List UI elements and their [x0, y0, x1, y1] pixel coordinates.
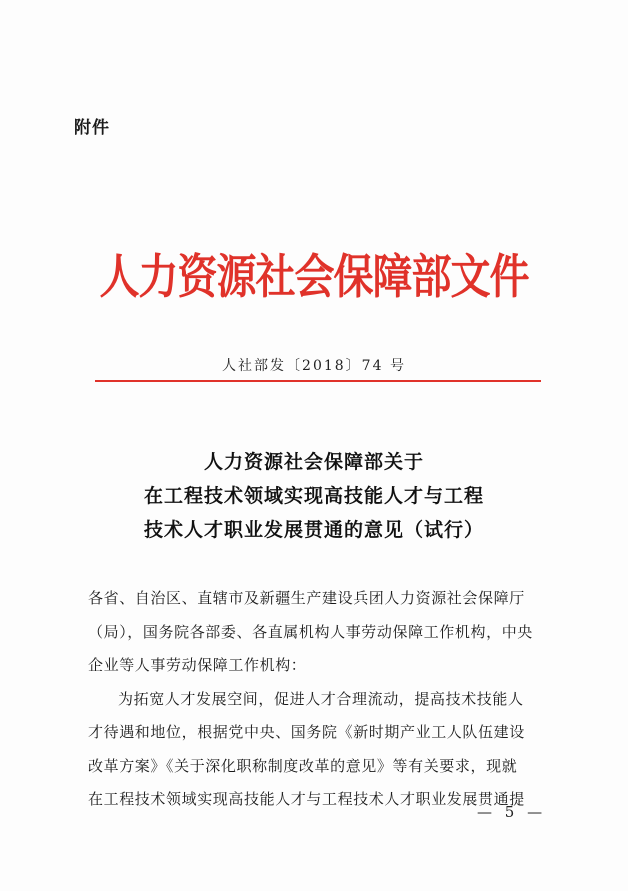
body-line: 各省、自治区、直辖市及新疆生产建设兵团人力资源社会保障厅	[88, 589, 525, 607]
page-number: — 5 —	[477, 803, 547, 821]
document-number: 人社部发〔2018〕74 号	[222, 358, 406, 374]
title-line: 技术人才职业发展贯通的意见（试行）	[143, 519, 484, 541]
body-line: 才待遇和地位，根据党中央、国务院《新时期产业工人队伍建设	[88, 723, 525, 741]
title-line: 人力资源社会保障部关于	[203, 451, 424, 473]
document-title	[0, 445, 628, 547]
title-line: 在工程技术领域实现高技能人才与工程	[143, 485, 484, 507]
attachment-label: 附件	[74, 118, 110, 138]
issuing-organization-header: 人力资源社会保障部文件	[99, 249, 529, 305]
body-line: （局），国务院各部委、各直属机构人事劳动保障工作机构，中央	[88, 622, 533, 641]
red-separator-line	[95, 380, 541, 382]
document-body	[88, 582, 548, 817]
body-line: 改革方案》《关于深化职称制度改革的意见》等有关要求，现就	[88, 756, 518, 775]
body-line: 企业等人事劳动保障工作机构：	[88, 656, 307, 674]
body-line: 为拓宽人才发展空间，促进人才合理流动，提高技术技能人	[118, 689, 524, 708]
body-line: 在工程技术领域实现高技能人才与工程技术人才职业发展贯通提	[88, 790, 525, 808]
